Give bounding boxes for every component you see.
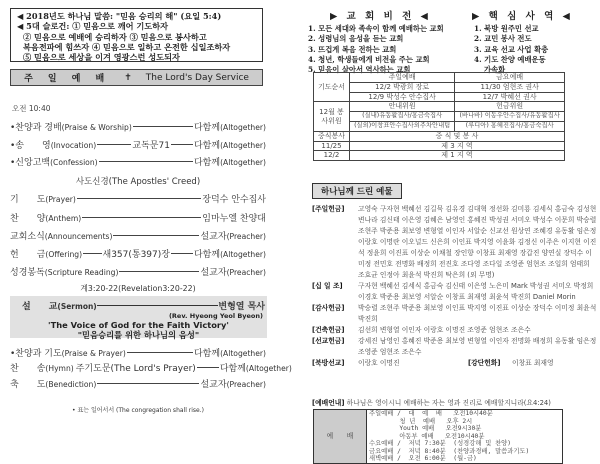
schedule-line: 금요예배 / 저녁 8:40분 (찬양과경배, 말씀과기도) (369, 447, 530, 455)
item-leader-en: (Altogether) (220, 250, 266, 259)
usher-head: 안내위원 (350, 102, 455, 112)
vision-item: 4. 청년, 학생들에게 비전을 주는 교회 (308, 54, 430, 64)
cell: 12/2 (314, 151, 350, 161)
offering-title: 하나님께 드린 예물 (312, 183, 402, 199)
creed: 사도신경(The Apostles' Creed) (75, 177, 201, 187)
item-label: •찬양과 기도 (10, 349, 62, 359)
vision-item: 1. 모든 세대와 족속이 함께 예배하는 교회 (308, 24, 444, 33)
dash-line (113, 235, 199, 236)
offering-names: 박승렬 조현주 박준용 최보영 이인표 박지영 이진표 이상순 장덕수 이미정 최윤석 박진희 (358, 304, 597, 323)
item-label-en: (Anthem) (45, 214, 82, 223)
offering-group (312, 303, 597, 325)
dash-line (119, 271, 199, 272)
meal-label: 중식봉사 (314, 131, 350, 141)
item-label-en: (Praise & Prayer) (61, 349, 126, 358)
item-label-en: (Confession) (50, 158, 98, 167)
item-label-en: (Benediction) (45, 380, 97, 389)
offering-names: 고영숙 구자현 백혜선 김길묵 김유경 김대혁 정선화 김미룡 김세식 홍금숙 김성현 변나라 김신태 이은영 김혜은 남영인 홍혜진 박성권 서미오 박성수 이문희 박승렬 조현주 박준용 최보영 변형열 이인자 서알순 신교선 원상연 조혜경 유동활 임은정 이랑호 이명란 이오널드 신은희 이인표 박지영 이윤화 김정신 이주은 이지현 이진석 정윤희 이진표 이상순 이채철 장인향 이창표 최재영 장갑진 양연실 장덕수 이미정 전민호 전명화 배정희 전진호 조다영 조다일 조영준 엄현조 조일희 엄태희 조효균 인정아 최윤석 박진희 탁은희 (외 무명) (358, 205, 597, 279)
item-leader: 다함께 (193, 349, 221, 359)
item-leader-en: (Altogether) (220, 141, 266, 150)
offering-names: 김선희 변형열 이인자 이랑호 이명진 조영준 엄현조 조은수 (358, 326, 531, 334)
worship-table (313, 409, 563, 464)
item-leader-en: (Altogether) (220, 349, 266, 358)
dash-line (97, 305, 219, 306)
order-item (10, 155, 266, 168)
worship-verse-row (312, 397, 551, 407)
cell: (실외)이창표안수집사외주차안내팀 (350, 121, 455, 131)
order-item (10, 229, 266, 242)
item-label-en: (Scripture Reading) (44, 268, 119, 277)
item-detail: 교독문71 (132, 141, 170, 151)
item-label-en: (Prayer) (45, 195, 76, 204)
core-item: 2. 교민 봉사 전도 (474, 34, 532, 44)
item-leader: 장덕수 안수집사 (202, 195, 266, 205)
cell: (실내)유동활집사/홍금숙집사 (350, 112, 455, 122)
item-leader: 설교자 (200, 380, 227, 390)
order-item (10, 138, 266, 151)
cell: 제 1 지 역 (350, 151, 565, 161)
item-label-en: (Praise & Worship) (61, 123, 132, 132)
item-label: 교회소식 (10, 232, 45, 242)
item-leader-en: (Altogether) (220, 123, 266, 132)
vision-list (308, 24, 444, 75)
dash-line (97, 383, 199, 384)
order-item (10, 211, 266, 224)
schedule-line: 아동부 예배 오전10시40분 (369, 432, 485, 440)
service-title-en: The Lord's Day Service (145, 72, 249, 83)
offering-names: 구자현 백혜선 김세식 홍금숙 김신태 이은영 노은미 Mark 박성권 서미오 박정희 이경호 박준용 최보영 서알순 이창표 최재영 최윤석 박진희 Daniel Morin (358, 282, 594, 301)
dash-line (171, 144, 193, 145)
offering-group (312, 204, 597, 281)
item-label-en: (Invocation) (50, 141, 97, 150)
core-list (474, 24, 548, 75)
preacher-en: (Rev. Hyeong Yeol Byeon) (168, 312, 263, 320)
worship-schedule (367, 410, 563, 464)
sermon-block (10, 296, 267, 338)
preacher: 변형열 목사 (218, 302, 265, 312)
item-leader-en: (Preacher) (226, 232, 266, 241)
scripture-ref: 계3:20-22(Revelation3:20-22) (80, 284, 196, 293)
order-item (10, 192, 266, 205)
item-leader: 임마누엘 찬양대 (202, 214, 266, 224)
dash-line (197, 367, 219, 368)
dash-line (97, 144, 131, 145)
offering-label: [강단헌화] (468, 359, 501, 367)
order-item (10, 361, 292, 374)
vision-item: 5. 믿음이 살아서 역사하는 교회 (308, 65, 411, 75)
offering-label: [감사헌금] (312, 304, 345, 312)
item-label: •찬양과 경배 (10, 123, 62, 133)
order-item (10, 120, 266, 133)
item-label-en: (Hymn) (45, 364, 74, 373)
order-item (10, 247, 266, 260)
item-leader-en: (Preacher) (226, 268, 266, 277)
duty-table (313, 72, 565, 161)
sunday-head: 주일예배 (350, 73, 455, 83)
dash-line (83, 253, 101, 254)
item-leader: 설교자 (200, 232, 227, 242)
dash-line (171, 253, 193, 254)
sermon-label: 설 교 (22, 302, 58, 312)
vision-item: 2. 성령님의 음성을 듣는 교회 (308, 34, 404, 44)
service-title-ko: 주 일 예 배 (24, 74, 111, 84)
cell: 12/9 박성수 안수집사 (350, 92, 455, 102)
item-label: 성경봉독 (10, 268, 45, 278)
service-time: 오전 10:40 (12, 104, 51, 113)
dash-line (82, 217, 201, 218)
motto-box (10, 8, 263, 62)
offering-names: 이창표 최재영 (512, 359, 554, 367)
core-item: 3. 교육 선교 사업 확충 (474, 44, 549, 54)
motto-line: ◀ 2018년도 하나님 말씀: "믿음 승리의 해" (요일 5:4) (17, 11, 222, 21)
motto-line: ② 믿음으로 예배에 승리하자 ③ 믿음으로 봉사하고 (23, 31, 207, 42)
cell: 11/25 (314, 141, 350, 151)
item-label: •신앙고백 (10, 158, 51, 168)
offering-label: [북방선교] (312, 359, 345, 367)
offering-group (312, 336, 597, 358)
cross-icon: ✝ (124, 72, 132, 83)
item-label: 찬 양 (10, 214, 46, 224)
core-title: ▶ 핵 심 사 역 ◀ (472, 11, 573, 22)
vision-item: 3. 뜨겁게 복음 전하는 교회 (308, 44, 397, 54)
cell: (바나바) 이동우안수집사/유동활집사 (455, 112, 565, 122)
core-item: 4. 기도 찬양 예배운동 (474, 54, 546, 64)
item-leader: 다함께 (219, 364, 246, 374)
item-label: 헌 금 (10, 250, 46, 260)
cell: (루디아) 홍혜진집사/홍금숙집사 (455, 121, 565, 131)
offering-label: [선교헌금] (312, 337, 345, 345)
worship-verse: 하나님은 영이시니 예배하는 자는 영과 진리로 예배할지니라(요4:24) (346, 399, 551, 407)
sermon-title-en: 'The Voice of God for the Faith Victory' (48, 320, 229, 330)
vision-title: ▶ 교 회 비 전 ◀ (330, 11, 431, 22)
meal-head: 중 식 및 봉 사 (350, 131, 565, 141)
item-label: 축 도 (10, 380, 46, 390)
item-leader: 다함께 (193, 158, 221, 168)
item-leader-en: (Altogether) (245, 364, 292, 373)
offering-group (312, 358, 597, 369)
motto-line: ◀ 5대 슬로건: ① 믿음으로 깨어 기도하자 (17, 21, 169, 32)
item-leader-en: (Preacher) (226, 380, 266, 389)
item-label-en: (Offering) (45, 250, 83, 259)
sermon-title-ko: "믿음승리를 위한 하나님의 음성" (77, 330, 200, 340)
item-label: 기 도 (10, 195, 46, 205)
offering-label: [주일헌금] (312, 205, 345, 213)
core-item: 1. 북방 원주민 선교 (474, 24, 539, 33)
item-leader: 다함께 (193, 141, 221, 151)
schedule-line: Youth 예배 오전9시30분 (369, 425, 482, 432)
schedule-line: 주일예배 / 대 예 배 오전10시40분 (369, 410, 493, 417)
sermon-label-en: (Sermon) (57, 302, 97, 311)
schedule-line: 청 년 예배 오후 2시 (369, 417, 473, 425)
cell: 12/2 박광희 장로 (350, 82, 455, 92)
cell: 12/7 박혜선 권사 (455, 92, 565, 102)
order-item (10, 377, 266, 390)
motto-line: 복음전파에 힘쓰자 ④ 믿음으로 일하고 온전한 십일조하자 (23, 41, 231, 52)
dash-line (133, 126, 193, 127)
item-label: 찬 송 (10, 364, 46, 374)
item-label-en: (Announcements) (44, 232, 113, 241)
offering-names: 강세진 남영인 홍혜진 박준용 최보영 변형열 이인자 전명화 배정희 유동활 임은정 조영준 엄현조 조은수 (358, 337, 597, 356)
motto-line: ⑤ 믿음으로 세상을 이겨 영광스런 성도되자 (23, 52, 180, 63)
offering-label: [건축헌금] (312, 326, 345, 334)
item-leader: 설교자 (200, 268, 227, 278)
schedule-line: 새벽예배 / 오전 6:00분 (월-금) (369, 455, 477, 462)
rise-note: • 표는 일어서서 (The congregation shall rise.) (72, 407, 204, 414)
item-leader: 다함께 (193, 123, 221, 133)
core-item: 가속화 (484, 65, 506, 75)
service-header (10, 69, 263, 86)
dash-line (99, 161, 193, 162)
friday-head: 금요예배 (455, 73, 565, 83)
offer-head: 헌금위원 (455, 102, 565, 112)
offering-group (312, 281, 597, 303)
offering-label: [십 일 조] (312, 282, 343, 290)
item-leader: 다함께 (193, 250, 221, 260)
worship-label: [예배언내] (312, 399, 345, 407)
schedule-line: 수요예배 / 저녁 7:30분 (성경강해 및 찬양) (369, 440, 512, 447)
cell: 11/30 엄현조 권사 (455, 82, 565, 92)
worship-side: 예 배 (314, 410, 367, 464)
cell: 제 3 지 역 (350, 141, 565, 151)
order-item (10, 346, 266, 359)
item-leader-en: (Altogether) (220, 158, 266, 167)
item-label: •송 영 (10, 141, 51, 151)
dash-line (127, 352, 193, 353)
offering-list (312, 204, 597, 369)
prayer-label: 기도순서 (314, 73, 350, 102)
item-detail: 주기도문(The Lord's Prayer) (75, 364, 196, 374)
offering-group (312, 325, 597, 336)
offering-names: 이랑호 이명진 (358, 359, 400, 367)
dash-line (77, 198, 201, 199)
item-detail: 새357(통397)장 (102, 250, 170, 260)
month-label: 12월 봉사위원 (314, 102, 350, 131)
order-item (10, 265, 266, 278)
